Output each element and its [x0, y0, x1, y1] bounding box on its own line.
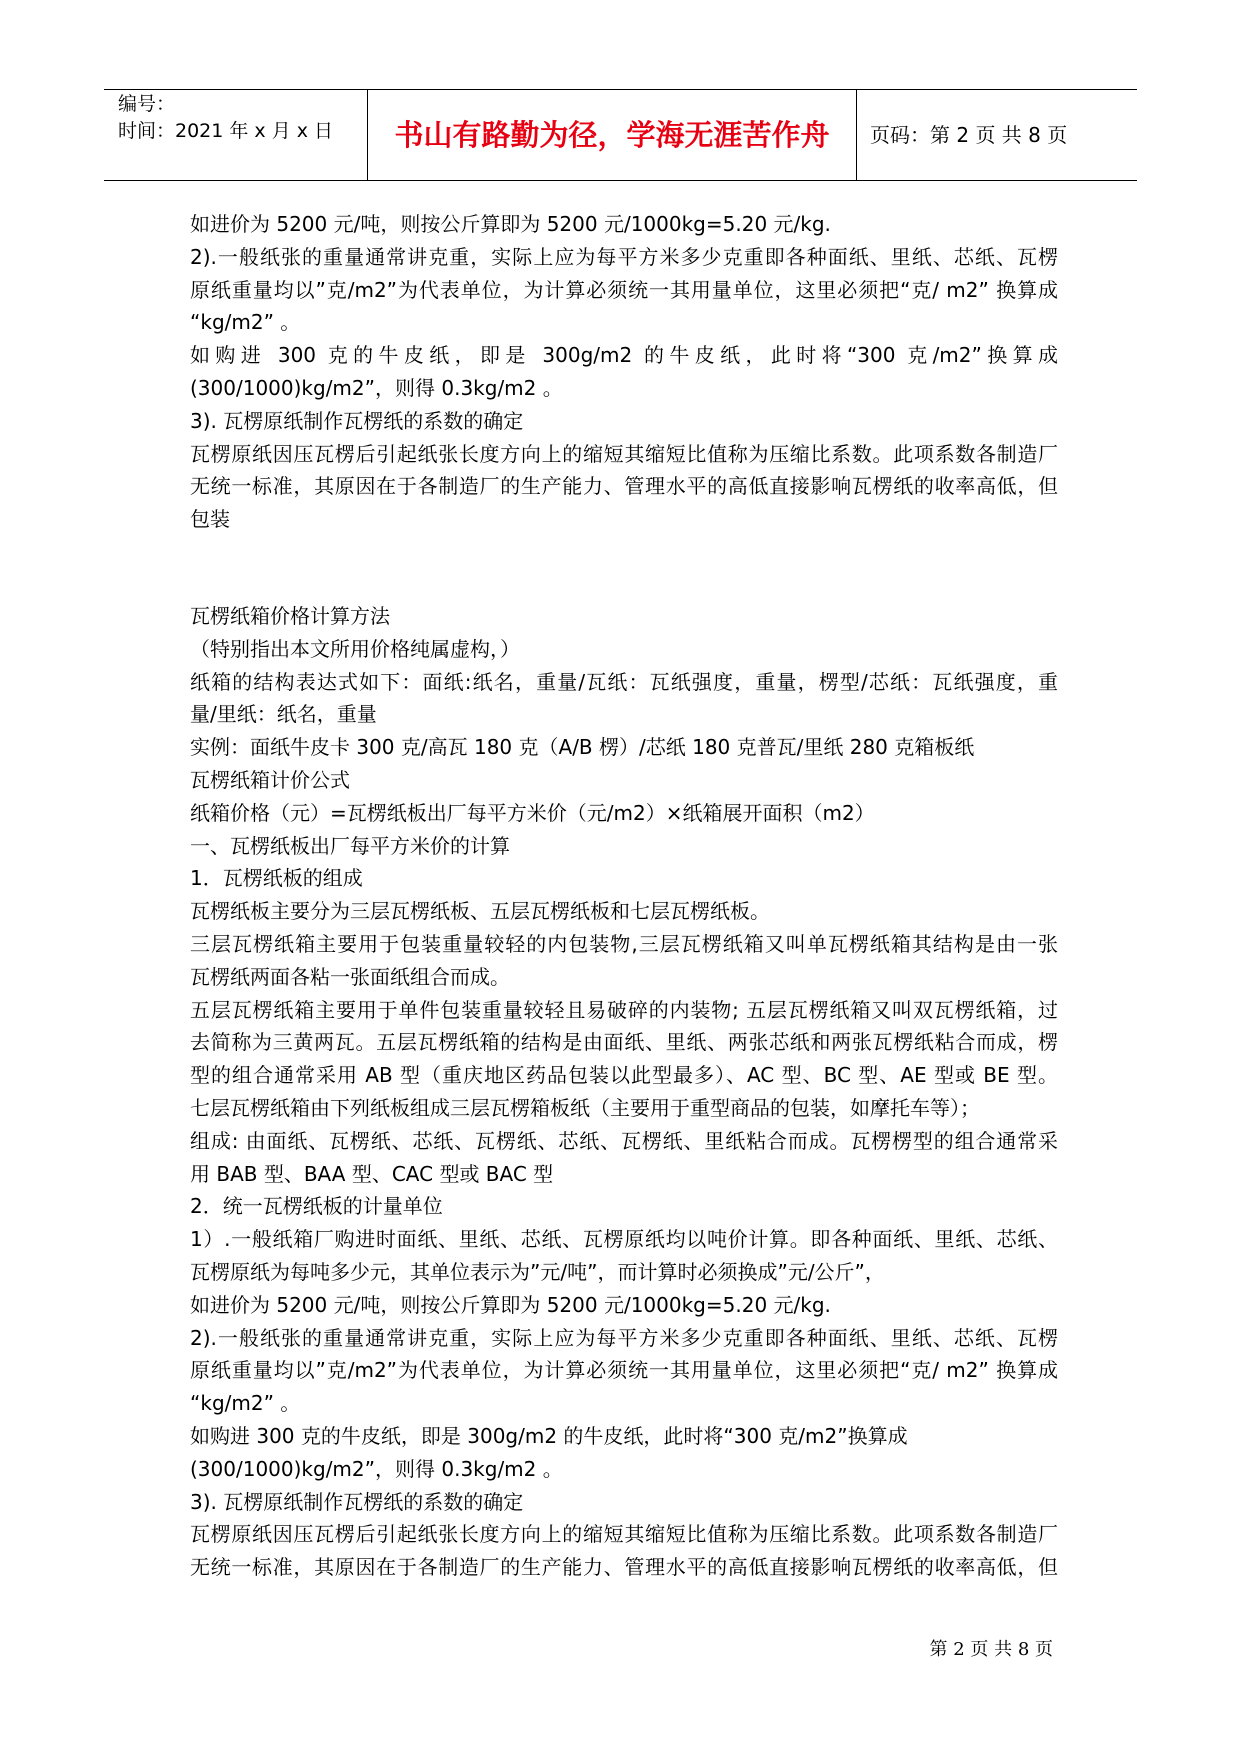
- subsection-heading: 3). 瓦楞原纸制作瓦楞纸的系数的确定: [190, 408, 524, 433]
- text-line: 原纸重量均以”克/m2”为代表单位，为计算必须统一其用量单位，这里必须把“克/ m2” 换算成: [190, 1358, 1058, 1383]
- document-header: [104, 89, 1137, 181]
- text-line: 实例：面纸牛皮卡 300 克/高瓦 180 克（A/B 楞）/芯纸 180 克普瓦/里纸 280 克箱板纸: [190, 735, 975, 760]
- header-motto-cell: [367, 90, 857, 180]
- page-footer-number: 第 2 页 共 8 页: [929, 1639, 1053, 1660]
- text-line: 量/里纸：纸名，重量: [190, 702, 377, 727]
- text-line: 如进价为 5200 元/吨，则按公斤算即为 5200 元/1000kg=5.20 元/kg.: [190, 1292, 831, 1317]
- text-line: 2).一般纸张的重量通常讲克重，实际上应为每平方米多少克重即各种面纸、里纸、芯纸、瓦楞: [190, 1325, 1058, 1350]
- text-line: 瓦楞纸两面各粘一张面纸组合而成。: [190, 964, 510, 989]
- text-line: “kg/m2” 。: [190, 310, 301, 335]
- text-line: (300/1000)kg/m2”，则得 0.3kg/m2 。: [190, 375, 563, 400]
- text-line: 组成: 由面纸、瓦楞纸、芯纸、瓦楞纸、芯纸、瓦楞纸、里纸粘合而成。瓦楞楞型的组合通常采: [190, 1128, 1058, 1153]
- text-line: 包装: [190, 507, 230, 532]
- document-date-label: 时间：2021 年 x 月 x 日: [118, 120, 334, 142]
- section-heading: 一、瓦楞纸板出厂每平方米价的计算: [190, 833, 510, 858]
- text-line: 如购进 300 克的牛皮纸，即是 300g/m2 的牛皮纸，此时将“300 克/m2”换算成: [190, 343, 1058, 368]
- text-line: 无统一标准，其原因在于各制造厂的生产能力、管理水平的高低直接影响瓦楞纸的收率高低，但: [190, 1555, 1058, 1580]
- subsection-heading: 3). 瓦楞原纸制作瓦楞纸的系数的确定: [190, 1489, 524, 1514]
- motto-text: 书山有路勤为径，学海无涯苦作舟: [394, 118, 830, 152]
- text-line: 七层瓦楞纸箱由下列纸板组成三层瓦楞箱板纸（主要用于重型商品的包装，如摩托车等）；: [190, 1095, 980, 1120]
- subsection-heading: 2．统一瓦楞纸板的计量单位: [190, 1194, 443, 1219]
- subsection-heading: 1．瓦楞纸板的组成: [190, 866, 363, 891]
- text-line: 用 BAB 型、BAA 型、CAC 型或 BAC 型: [190, 1161, 554, 1186]
- text-line: “kg/m2” 。: [190, 1391, 301, 1416]
- text-line: 五层瓦楞纸箱主要用于单件包装重量较轻且易破碎的内装物; 五层瓦楞纸箱又叫双瓦楞纸箱，过: [190, 997, 1058, 1022]
- text-line: 瓦楞原纸为每吨多少元，其单位表示为”元/吨”，而计算时必须换成”元/公斤”，: [190, 1259, 885, 1284]
- text-line: 如进价为 5200 元/吨，则按公斤算即为 5200 元/1000kg=5.20 元/kg.: [190, 212, 831, 236]
- text-line: 去简称为三黄两瓦。五层瓦楞纸箱的结构是由面纸、里纸、两张芯纸和两张瓦楞纸粘合而成，楞: [190, 1030, 1058, 1055]
- text-line: 如购进 300 克的牛皮纸，即是 300g/m2 的牛皮纸，此时将“300 克/m2”换算成: [190, 1423, 908, 1448]
- text-line: 瓦楞原纸因压瓦楞后引起纸张长度方向上的缩短其缩短比值称为压缩比系数。此项系数各制造厂: [190, 441, 1058, 466]
- text-line: (300/1000)kg/m2”，则得 0.3kg/m2 。: [190, 1456, 563, 1481]
- text-line: 1）.一般纸箱厂购进时面纸、里纸、芯纸、瓦楞原纸均以吨价计算。即各种面纸、里纸、芯纸、: [190, 1227, 1058, 1252]
- document-title: 瓦楞纸箱价格计算方法: [190, 604, 390, 628]
- formula-line: 纸箱价格（元）=瓦楞纸板出厂每平方米价（元/m2）×纸箱展开面积（m2）: [190, 800, 875, 825]
- text-line: （特别指出本文所用价格纯属虚构，）: [190, 636, 520, 661]
- text-line: 2).一般纸张的重量通常讲克重，实际上应为每平方米多少克重即各种面纸、里纸、芯纸、瓦楞: [190, 244, 1058, 269]
- document-number-label: 编号：: [118, 93, 176, 115]
- text-line: 型的组合通常采用 AB 型（重庆地区药品包装以此型最多）、AC 型、BC 型、AE 型或 BE 型。: [190, 1063, 1058, 1088]
- text-line: 纸箱的结构表达式如下：面纸:纸名，重量/瓦纸：瓦纸强度，重量，楞型/芯纸：瓦纸强度，重: [190, 669, 1058, 694]
- text-line: 三层瓦楞纸箱主要用于包装重量较轻的内包装物,三层瓦楞纸箱又叫单瓦楞纸箱其结构是由一张: [190, 931, 1058, 956]
- header-page-cell: [857, 90, 1137, 180]
- text-line: 瓦楞原纸因压瓦楞后引起纸张长度方向上的缩短其缩短比值称为压缩比系数。此项系数各制造厂: [190, 1522, 1058, 1547]
- body-section-continued: [190, 208, 1058, 536]
- text-line: 原纸重量均以”克/m2”为代表单位，为计算必须统一其用量单位，这里必须把“克/ m2” 换算成: [190, 277, 1058, 302]
- header-page-number: 页码：第 2 页 共 8 页: [870, 123, 1068, 147]
- section-heading: 瓦楞纸箱计价公式: [190, 767, 350, 792]
- body-section-main: [190, 600, 1058, 1584]
- header-info-cell: [104, 90, 367, 180]
- text-line: 无统一标准，其原因在于各制造厂的生产能力、管理水平的高低直接影响瓦楞纸的收率高低，但: [190, 474, 1058, 499]
- text-line: 瓦楞纸板主要分为三层瓦楞纸板、五层瓦楞纸板和七层瓦楞纸板。: [190, 899, 770, 924]
